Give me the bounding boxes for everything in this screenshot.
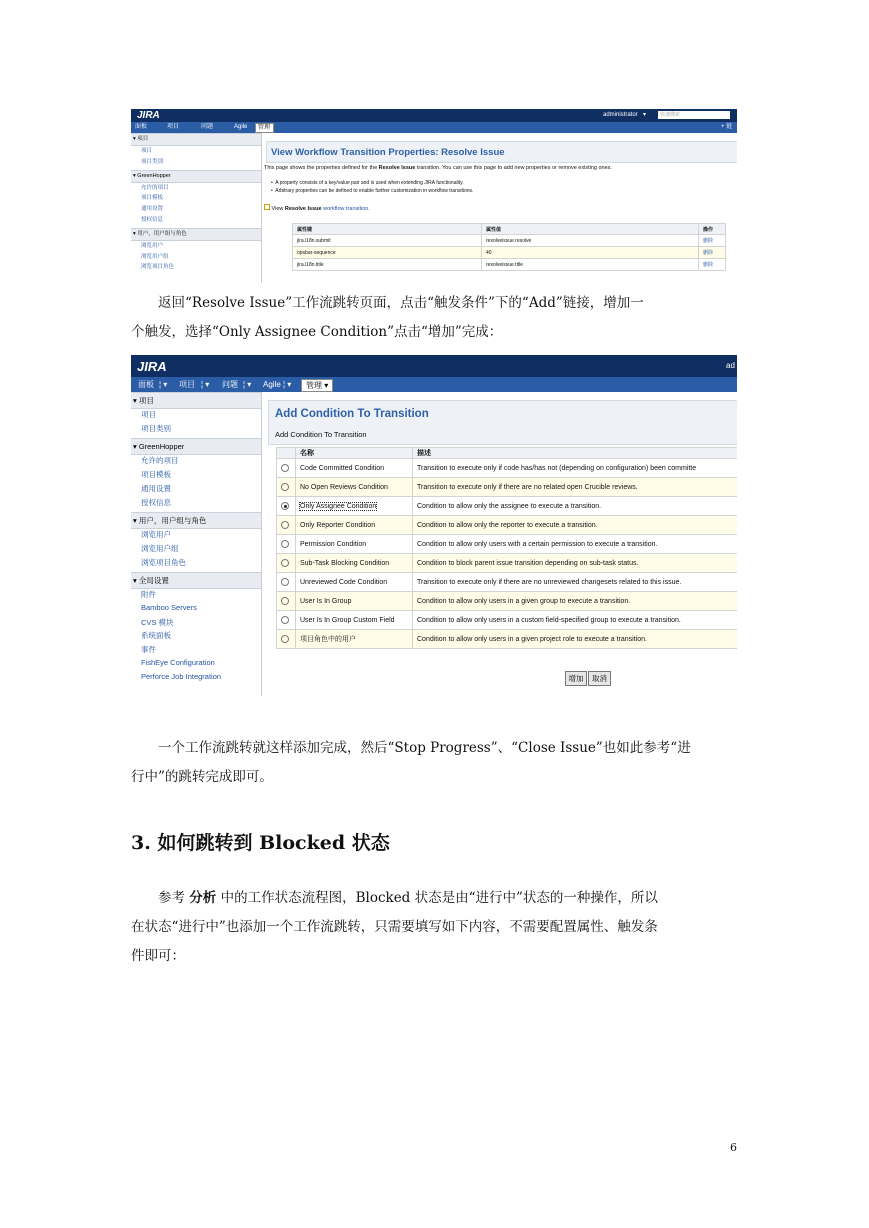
condition-name: No Open Reviews Condition <box>296 478 413 497</box>
table-row[interactable] <box>277 630 738 649</box>
page-number: 6 <box>730 1141 737 1154</box>
analysis-link[interactable]: 分析 <box>189 890 217 906</box>
main-content <box>262 133 737 283</box>
table-row[interactable] <box>277 554 738 573</box>
add-button[interactable]: 增加 <box>565 671 587 686</box>
radio-button[interactable] <box>281 578 289 586</box>
screenshot-add-condition <box>131 355 737 696</box>
condition-name: Unreviewed Code Condition <box>296 573 413 592</box>
radio-button[interactable] <box>281 540 289 548</box>
nav-dashboard[interactable]: 面板 <box>135 124 148 130</box>
sidebar-section-header[interactable]: ▾ 项目 <box>131 392 261 409</box>
add-link[interactable]: + 链 <box>721 124 733 130</box>
sidebar-link[interactable]: 项目模板 <box>141 195 164 202</box>
sidebar-link[interactable]: 系统面板 <box>141 631 171 641</box>
chevron-down-icon[interactable]: ▾ <box>643 112 647 118</box>
jira-nav <box>131 122 737 133</box>
jira-header <box>131 355 737 377</box>
paragraph-1: 返回“Resolve Issue”工作流跳转页面，点击“触发条件”下的“Add”链接，增加一 个触发，选择“Only Assignee Condition”点击“增加”完成： <box>131 295 644 340</box>
page-description: This page shows the properties defined for the Resolve Issue transition. You can use this page to add new properties or remove existing ones. <box>264 165 612 171</box>
table-row <box>293 235 726 247</box>
conditions-table <box>276 447 737 649</box>
radio-button[interactable] <box>281 559 289 567</box>
sidebar-section-header[interactable]: ▾ 用户，用户组与角色 <box>131 512 261 529</box>
sidebar-link[interactable]: 项目 <box>141 410 156 419</box>
nav-projects[interactable]: 项目 <box>179 380 195 389</box>
sidebar-section-header[interactable]: ▾ 用户，用户组与角色 <box>131 228 261 241</box>
sidebar-section-header[interactable]: ▾ GreenHopper <box>131 170 261 183</box>
table-cell: jira.i18n.submit <box>293 235 482 247</box>
condition-name: User Is In Group Custom Field <box>296 611 413 630</box>
condition-description: Condition to allow only users in a custom field-specified group to execute a transition. <box>413 611 738 630</box>
table-cell: resolveissue.title <box>482 259 699 271</box>
delete-link[interactable]: 删除 <box>699 247 726 259</box>
table-row[interactable] <box>277 611 738 630</box>
sidebar-link[interactable]: 浏览用户组 <box>141 543 179 553</box>
view-transition-line: View Resolve Issue workflow transition. <box>264 204 370 212</box>
condition-name: Only Assignee Condition <box>296 497 413 516</box>
section-heading: 3. 如何跳转到 Blocked 状态 <box>131 832 390 854</box>
condition-description: Condition to allow only the reporter to execute a transition. <box>413 516 738 535</box>
condition-description: Condition to block parent issue transition depending on sub-task status. <box>413 554 738 573</box>
jira-logo: JIRA <box>137 110 160 121</box>
sidebar-link[interactable]: 授权信息 <box>141 217 164 223</box>
sidebar-link[interactable]: Bamboo Servers <box>141 603 197 612</box>
sidebar-link[interactable]: 允许的项目 <box>141 184 169 191</box>
table-row <box>293 247 726 259</box>
condition-description: Condition to allow only users in a given group to execute a transition. <box>413 592 738 611</box>
condition-name: Sub-Task Blocking Condition <box>296 554 413 573</box>
table-cell: opsbar-sequence <box>293 247 482 259</box>
nav-agile[interactable]: Agile <box>263 380 281 389</box>
box-icon <box>264 204 270 210</box>
sidebar-link[interactable]: 浏览用户组 <box>141 253 169 260</box>
sidebar-link[interactable]: 浏览用户 <box>141 242 164 249</box>
radio-button[interactable] <box>281 597 289 605</box>
page-header <box>266 141 737 163</box>
sidebar-link[interactable]: 事件 <box>141 645 156 655</box>
paragraph-3: 参考 分析 中的工作状态流程图，Blocked 状态是由“进行中”状态的一种操作，所以 在状态“进行中”也添加一个工作流跳转，只需要填写如下内容，不需要配置属性、触发条 件即可： <box>131 890 658 964</box>
quick-search-input[interactable]: 快速搜索 <box>658 111 730 119</box>
user-menu[interactable]: ad <box>726 361 735 370</box>
delete-link[interactable]: 删除 <box>699 235 726 247</box>
sidebar-link[interactable]: Perforce Job Integration <box>141 671 222 681</box>
sidebar-link[interactable]: 允许的项目 <box>141 456 179 466</box>
user-menu[interactable]: administrator <box>603 112 638 118</box>
sidebar-link[interactable]: 浏览用户 <box>141 530 171 540</box>
page-title: View Workflow Transition Properties: Resolve Issue <box>271 147 505 158</box>
nav-issues[interactable]: 问题 <box>201 124 214 130</box>
page-title: Add Condition To Transition <box>275 408 429 420</box>
column-header: 属性键 <box>293 224 482 235</box>
table-row[interactable] <box>277 516 738 535</box>
jira-logo: JIRA <box>137 359 167 374</box>
column-header: 名称 <box>296 448 413 459</box>
delete-link[interactable]: 删除 <box>699 259 726 271</box>
nav-admin[interactable]: 管理 ▾ <box>301 379 333 392</box>
main-content <box>263 392 737 696</box>
condition-name: Only Reporter Condition <box>296 516 413 535</box>
radio-button[interactable] <box>281 521 289 529</box>
table-row <box>293 259 726 271</box>
table-row[interactable] <box>277 497 738 516</box>
table-cell: 40 <box>482 247 699 259</box>
condition-description: Condition to allow only users in a given project role to execute a transition. <box>413 630 738 649</box>
page-header <box>268 400 737 445</box>
sidebar-section-header[interactable]: ▾ GreenHopper <box>131 438 261 455</box>
table-row[interactable] <box>277 478 738 497</box>
sidebar-link[interactable]: FishEye Configuration <box>141 657 215 667</box>
radio-button[interactable] <box>281 502 289 510</box>
condition-name: User Is In Group <box>296 592 413 611</box>
admin-sidebar <box>131 133 262 283</box>
jira-nav: 面板 ¦ ▾ 项目 ¦ ▾ 问题 ¦ ▾ Agile ¦ ▾ 管理 ▾ <box>131 377 737 392</box>
nav-dashboard[interactable]: 面板 <box>138 380 154 389</box>
nav-agile[interactable]: Agile <box>234 124 248 130</box>
sidebar-link[interactable]: 通用设置 <box>141 206 164 213</box>
table-row[interactable] <box>277 592 738 611</box>
radio-button[interactable] <box>281 635 289 643</box>
column-header: 操作 <box>699 224 726 235</box>
sidebar-link[interactable]: 项目类别 <box>141 158 164 165</box>
sidebar-link[interactable]: 浏览项目角色 <box>141 264 175 271</box>
sidebar-section-header[interactable]: ▾ 全局设置 <box>131 572 261 589</box>
table-cell: resolveissue.resolve <box>482 235 699 247</box>
column-header: 属性值 <box>482 224 699 235</box>
radio-button[interactable] <box>281 616 289 624</box>
condition-name: 项目角色中的用户 <box>296 630 413 649</box>
sidebar-link[interactable]: 项目 <box>141 148 153 154</box>
nav-issues[interactable]: 问题 <box>222 380 238 389</box>
sidebar-section-header[interactable]: ▾ 项目 <box>131 133 261 146</box>
table-row[interactable] <box>277 459 738 478</box>
bullet-2: • Arbitrary properties can be defined to enable further customization in workflow transitions. <box>271 188 474 194</box>
sidebar-link[interactable]: CVS 模块 <box>141 617 174 627</box>
condition-description: Transition to execute only if there are no unreviewed changesets related to this issue. <box>413 573 738 592</box>
paragraph-2: 一个工作流跳转就这样添加完成，然后“Stop Progress”、“Close Issue”也如此参考“进 行中”的跳转完成即可。 <box>131 740 691 785</box>
nav-admin[interactable]: 管理 <box>255 123 274 133</box>
bullet-1: • A property consists of a key/value pair and is used when extending JIRA functionality. <box>271 180 464 186</box>
condition-description: Transition to execute only if there are no related open Crucible reviews. <box>413 478 738 497</box>
nav-projects[interactable]: 项目 <box>167 124 180 130</box>
condition-name: Permission Condition <box>296 535 413 554</box>
condition-description: Condition to allow only the assignee to execute a transition. <box>413 497 738 516</box>
page-subtitle: Add Condition To Transition <box>275 430 367 439</box>
radio-button[interactable] <box>281 483 289 491</box>
condition-description: Transition to execute only if code has/has not (depending on configuration) been committe <box>413 459 738 478</box>
column-header: 描述 <box>413 448 738 459</box>
sidebar-link[interactable]: 项目类别 <box>141 423 171 433</box>
radio-button[interactable] <box>281 464 289 472</box>
properties-table <box>292 223 726 271</box>
sidebar-link[interactable]: 附件 <box>141 590 156 600</box>
sidebar-link[interactable]: 通用设置 <box>141 483 171 493</box>
screenshot-transition-properties <box>131 109 737 283</box>
table-row[interactable] <box>277 573 738 592</box>
jira-header <box>131 109 737 122</box>
sidebar-link[interactable]: 项目模板 <box>141 470 171 480</box>
workflow-transition-link[interactable]: workflow transition. <box>323 206 370 212</box>
cancel-button[interactable]: 取消 <box>588 671 611 686</box>
condition-description: Condition to allow only users with a certain permission to execute a transition. <box>413 535 738 554</box>
condition-name: Code Committed Condition <box>296 459 413 478</box>
table-row[interactable] <box>277 535 738 554</box>
sidebar-link[interactable]: 浏览项目角色 <box>141 557 186 567</box>
admin-sidebar <box>131 392 262 696</box>
sidebar-link[interactable]: 授权信息 <box>141 497 171 507</box>
table-cell: jira.i18n.title <box>293 259 482 271</box>
